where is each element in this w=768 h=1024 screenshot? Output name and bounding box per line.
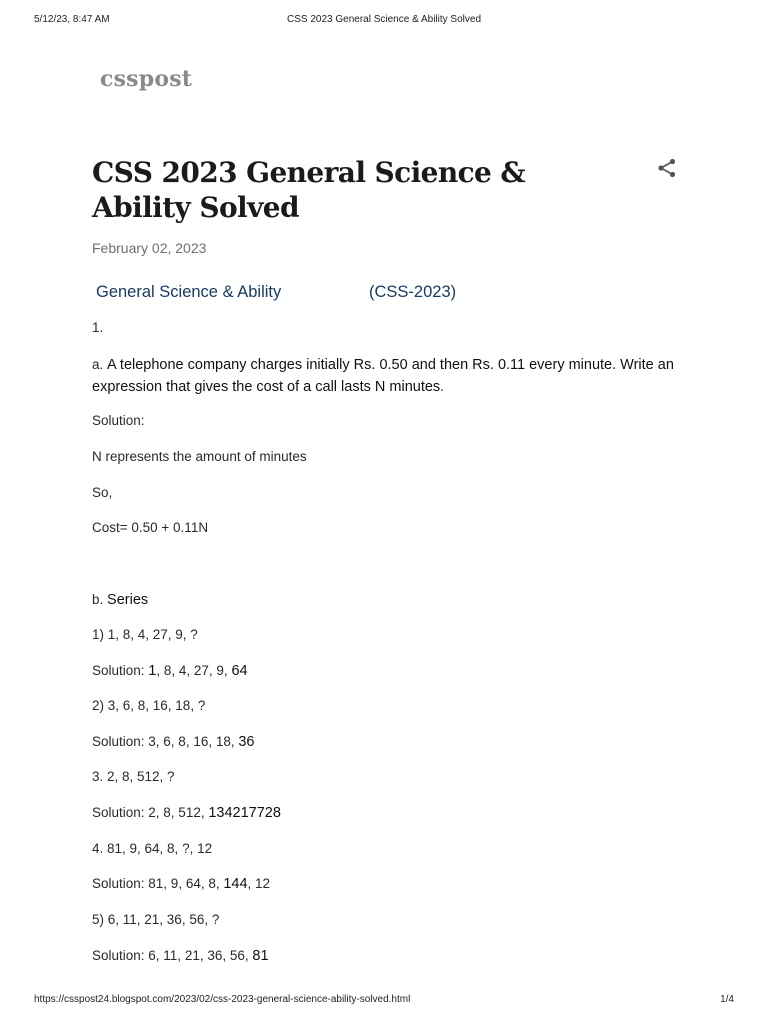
question-number: 1. xyxy=(92,320,104,335)
post-title: CSS 2023 General Science & Ability Solved xyxy=(92,156,526,224)
solution-first: 1 xyxy=(148,663,157,679)
question-1b-title: Series xyxy=(107,592,149,608)
post-date: February 02, 2023 xyxy=(92,240,207,256)
print-doc-title: CSS 2023 General Science & Ability Solved xyxy=(287,14,481,25)
series-question: 5) 6, 11, 21, 36, 56, ? xyxy=(92,912,220,927)
series-question: 1) 1, 8, 4, 27, 9, ? xyxy=(92,627,198,642)
solution-answer: 81 xyxy=(252,948,269,964)
solution-prefix: Solution: 2, 8, 512, xyxy=(92,805,209,820)
question-1a xyxy=(92,354,692,398)
solution-prefix: Solution: 3, 6, 8, 16, 18, xyxy=(92,734,239,749)
solution-prefix: Solution: xyxy=(92,663,149,678)
cost-formula: Cost= 0.50 + 0.11N xyxy=(92,520,209,535)
solution-label: Solution: xyxy=(92,413,145,428)
site-logo[interactable]: csspost xyxy=(100,66,193,92)
page-number: 1/4 xyxy=(720,994,734,1005)
solution-answer: 36 xyxy=(238,734,255,750)
solution-terms: , 8, 4, 27, 9, xyxy=(156,663,232,678)
series-solution xyxy=(92,876,270,892)
solution-prefix: Solution: 6, 11, 21, 36, 56, xyxy=(92,948,253,963)
series-question: 3. 2, 8, 512, ? xyxy=(92,769,175,784)
question-1a-text: A telephone company charges initially Rs. 0.50 and then Rs. 0.11 every minute. Write an expression that gives the cost of a call lasts N minutes xyxy=(92,357,674,395)
print-datetime: 5/12/23, 8:47 AM xyxy=(34,14,110,25)
so-text: So, xyxy=(92,485,113,500)
subject-heading xyxy=(96,283,457,302)
series-question: 2) 3, 6, 8, 16, 18, ? xyxy=(92,698,206,713)
series-solution xyxy=(92,734,255,750)
solution-answer: 64 xyxy=(231,663,248,679)
solution-answer: 144 xyxy=(223,876,248,892)
series-solution xyxy=(92,948,269,964)
solution-after: , 12 xyxy=(247,876,271,891)
print-header xyxy=(34,14,734,30)
n-definition: N represents the amount of minutes xyxy=(92,449,307,464)
question-1a-end: . xyxy=(440,379,444,394)
subject-name: General Science & Ability xyxy=(96,283,282,301)
question-1a-prefix: a. xyxy=(92,357,108,372)
solution-prefix: Solution: 81, 9, 64, 8, xyxy=(92,876,224,891)
page-url[interactable]: https://csspost24.blogspot.com/2023/02/css-2023-general-science-ability-solved.html xyxy=(34,994,411,1005)
print-footer xyxy=(34,994,734,1010)
question-1b xyxy=(92,592,148,608)
exam-label: (CSS-2023) xyxy=(369,283,457,301)
question-1b-prefix: b. xyxy=(92,592,104,607)
series-solution xyxy=(92,805,281,821)
series-solution xyxy=(92,663,248,679)
series-question: 4. 81, 9, 64, 8, ?, 12 xyxy=(92,841,213,856)
share-icon[interactable] xyxy=(656,157,678,179)
solution-answer: 134217728 xyxy=(208,805,281,821)
